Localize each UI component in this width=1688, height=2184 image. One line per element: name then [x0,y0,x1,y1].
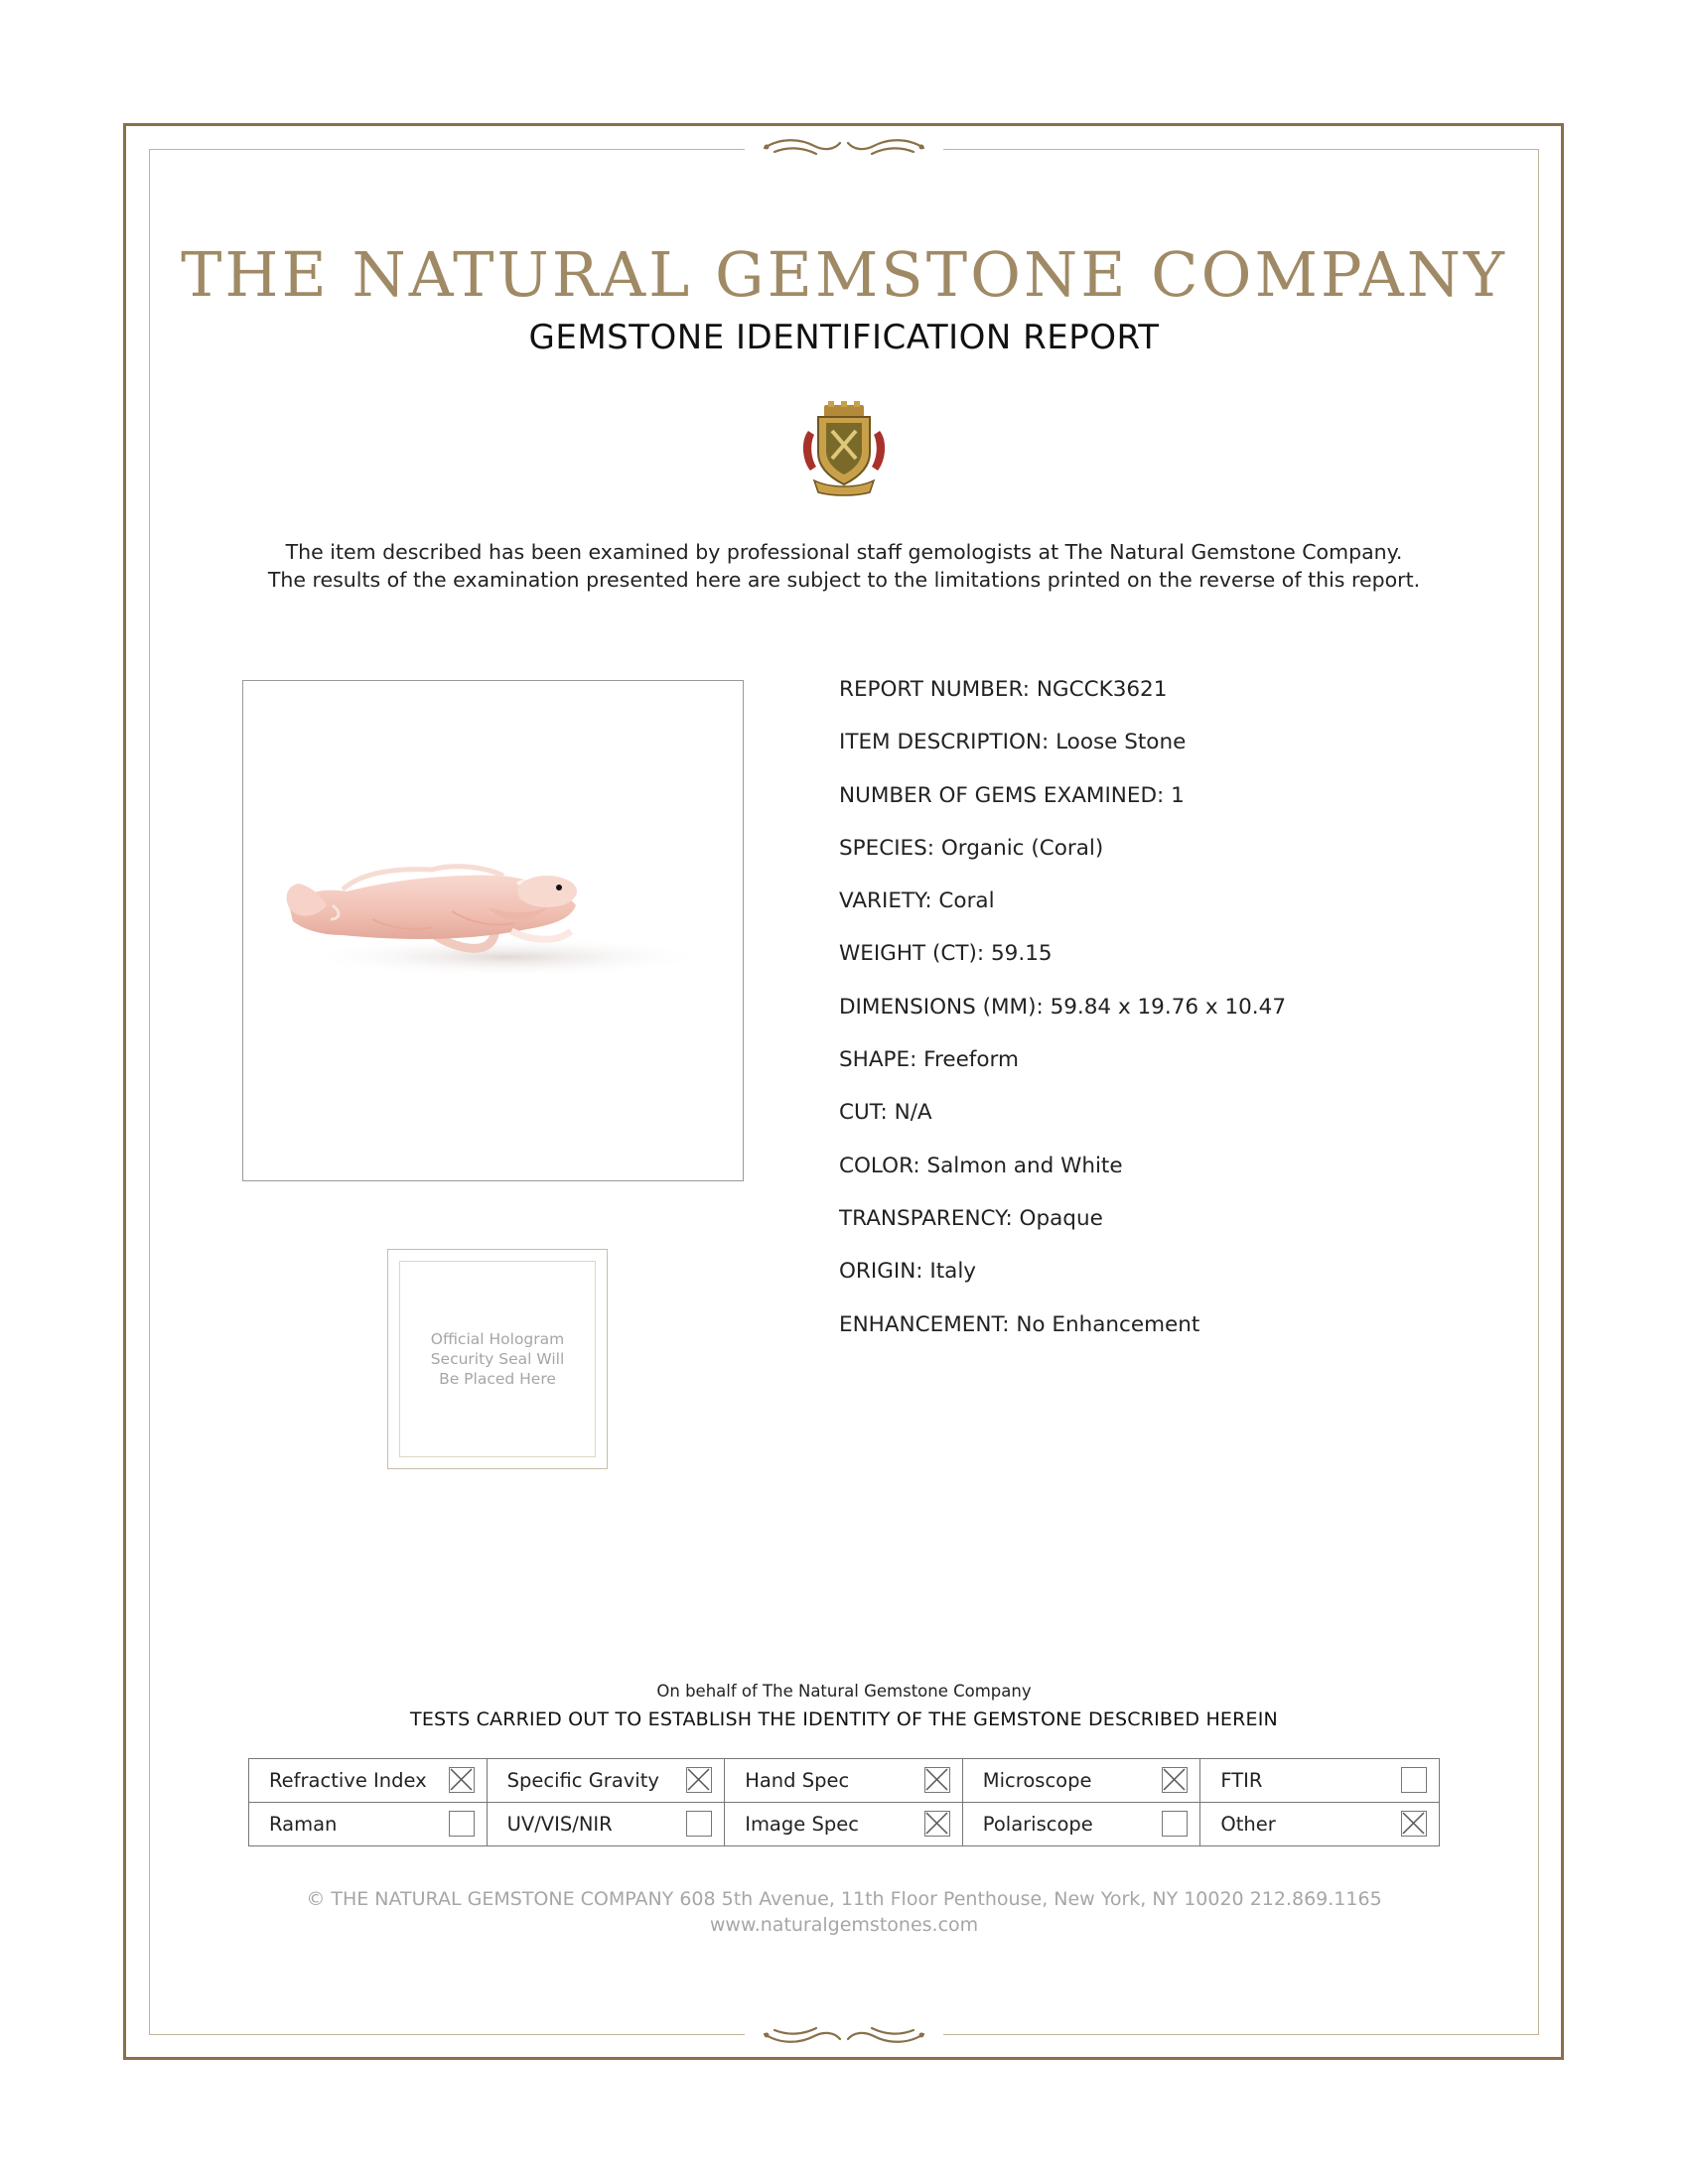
detail-origin: ORIGIN: Italy [839,1259,977,1285]
on-behalf-text: On behalf of The Natural Gemstone Company [656,1682,1032,1701]
checked-box-icon [924,1767,950,1793]
checked-box-icon [449,1767,475,1793]
footer-address: © THE NATURAL GEMSTONE COMPANY 608 5th Avenue, 11th Floor Penthouse, New York, NY 10020 212.869.1165 [306,1888,1382,1910]
detail-weight: WEIGHT (CT): 59.15 [839,941,1053,967]
test-image-spec: Image Spec [725,1803,963,1846]
detail-cut: CUT: N/A [839,1100,932,1126]
intro-line-1: The item described has been examined by professional staff gemologists at The Natural Gemstone Company. [285,540,1403,564]
empty-box-icon [1401,1767,1427,1793]
test-microscope: Microscope [963,1759,1201,1803]
top-ornament-icon [745,132,943,162]
detail-transparency: TRANSPARENCY: Opaque [839,1205,1103,1231]
detail-report-number: REPORT NUMBER: NGCCK3621 [839,677,1168,702]
detail-number-of-gems: NUMBER OF GEMS EXAMINED: 1 [839,782,1185,808]
company-name: THE NATURAL GEMSTONE COMPANY [181,238,1507,311]
detail-variety: VARIETY: Coral [839,888,995,914]
test-uv-vis-nir: UV/VIS/NIR [488,1803,726,1846]
test-ftir: FTIR [1200,1759,1439,1803]
test-raman: Raman [249,1803,488,1846]
detail-species: SPECIES: Organic (Coral) [839,835,1104,861]
test-refractive-index: Refractive Index [249,1759,488,1803]
hologram-seal-placeholder [387,1249,608,1469]
detail-shape: SHAPE: Freeform [839,1047,1019,1073]
detail-enhancement: ENHANCEMENT: No Enhancement [839,1311,1200,1337]
crest-icon [800,401,888,496]
coral-fish-carving-image [243,681,745,1182]
report-title: GEMSTONE IDENTIFICATION REPORT [528,318,1160,357]
empty-box-icon [686,1811,712,1837]
detail-dimensions: DIMENSIONS (MM): 59.84 x 19.76 x 10.47 [839,994,1286,1020]
intro-paragraph [149,538,1539,594]
tests-table [248,1758,1440,1846]
checked-box-icon [1401,1811,1427,1837]
empty-box-icon [449,1811,475,1837]
test-specific-gravity: Specific Gravity [488,1759,726,1803]
checked-box-icon [1162,1767,1188,1793]
details-list [839,677,1534,1365]
tests-title: TESTS CARRIED OUT TO ESTABLISH THE IDENTITY OF THE GEMSTONE DESCRIBED HEREIN [410,1708,1278,1730]
seal-text: Official Hologram Security Seal Will Be Placed Here [430,1330,565,1388]
checked-box-icon [924,1811,950,1837]
intro-line-2: The results of the examination presented here are subject to the limitations printed on the reverse of this report. [267,568,1421,592]
empty-box-icon [1162,1811,1188,1837]
checked-box-icon [686,1767,712,1793]
detail-item-description: ITEM DESCRIPTION: Loose Stone [839,730,1187,755]
gemstone-photo [242,680,744,1181]
bottom-ornament-icon [745,2020,943,2050]
test-hand-spec: Hand Spec [725,1759,963,1803]
detail-color: COLOR: Salmon and White [839,1153,1123,1178]
test-polariscope: Polariscope [963,1803,1201,1846]
test-other: Other [1200,1803,1439,1846]
footer-website: www.naturalgemstones.com [709,1914,979,1936]
